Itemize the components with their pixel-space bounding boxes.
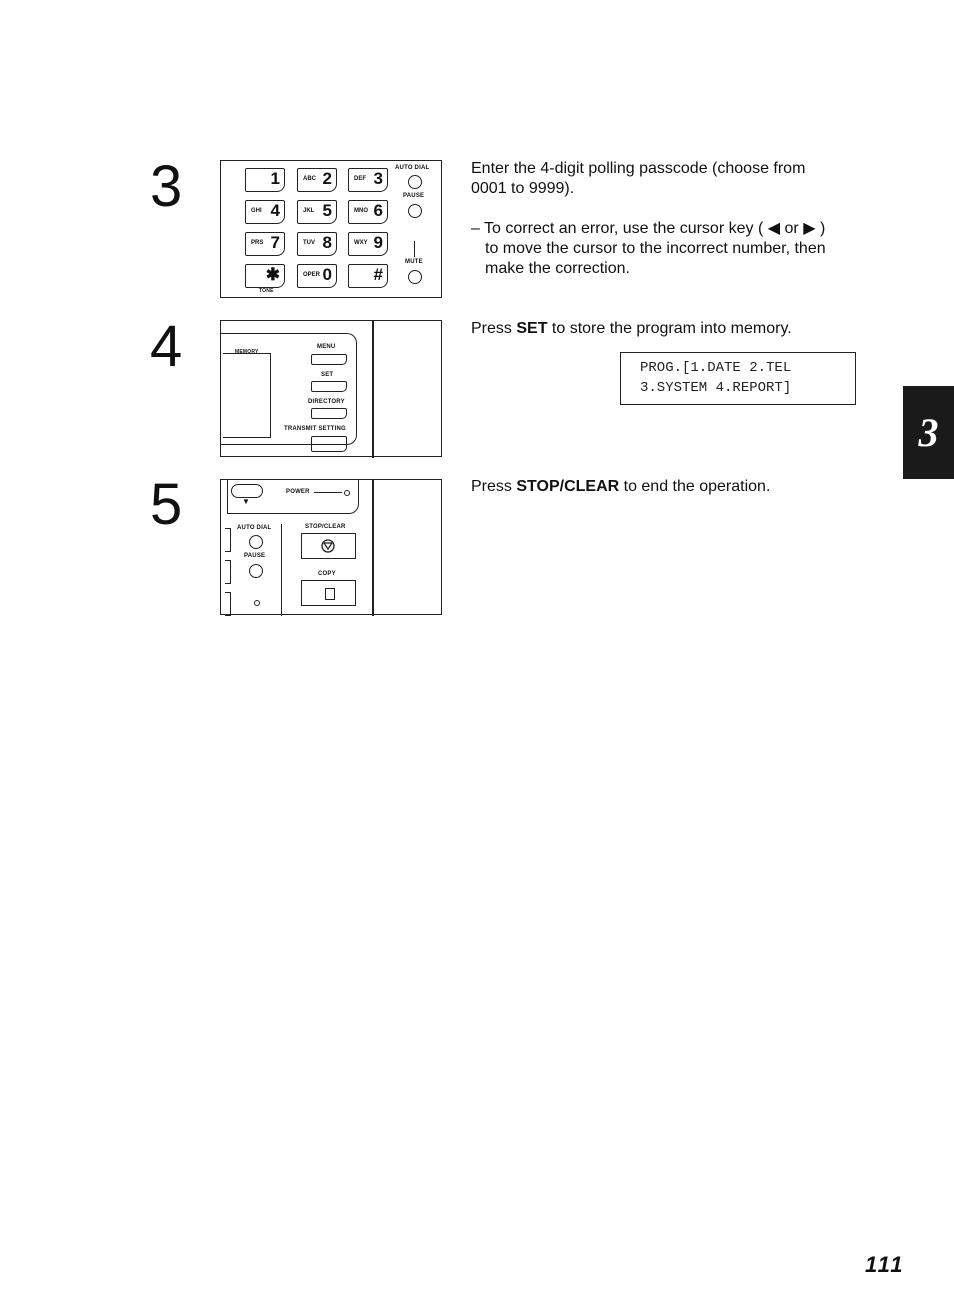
menu-label: MENU (317, 344, 336, 350)
step-3-text-line1: Enter the 4-digit polling passcode (choose from (471, 160, 806, 177)
slot-1-icon (225, 528, 231, 552)
stop-symbol-icon (302, 534, 355, 558)
step-5-instructions (471, 477, 891, 497)
page-number: 111 (865, 1252, 905, 1277)
slot-2-icon (225, 560, 231, 584)
step-3-note-line3: make the correction. (485, 260, 630, 277)
step-3-note (471, 219, 891, 279)
power-label: POWER (286, 489, 310, 495)
copy-button-icon (301, 580, 356, 606)
auto-dial-button-icon (249, 535, 263, 549)
step-4-text-bold: SET (516, 320, 548, 337)
step-5-number: 5 (150, 472, 183, 537)
keypad-illustration (220, 160, 442, 298)
keypad-key-digit: 1 (270, 169, 280, 188)
keypad-key (348, 168, 388, 192)
keypad-key-digit: ✱ (265, 265, 280, 284)
power-line (314, 492, 342, 493)
mute-button-icon (408, 270, 422, 284)
copy-symbol-icon (325, 588, 335, 600)
keypad-key-digit: 5 (322, 201, 332, 220)
keypad-key (245, 200, 285, 224)
memory-label: MEMORY (235, 349, 259, 355)
step-4-text-post: to store the program into memory. (547, 320, 792, 337)
slot-3-icon (225, 592, 231, 616)
step-5-text-post: to end the operation. (619, 478, 771, 495)
step-4-instructions (471, 319, 891, 339)
keypad-key-letters: OPER (303, 272, 321, 278)
step-3-number: 3 (150, 154, 183, 219)
note-or: or (784, 220, 799, 237)
keypad-key-digit: # (373, 265, 383, 284)
auto-dial-label: AUTO DIAL (237, 525, 272, 531)
stop-clear-button-icon (301, 533, 356, 559)
keypad-key (297, 232, 337, 256)
transmit-setting-button-icon (311, 436, 347, 452)
keypad-key-letters: GHI (251, 208, 262, 214)
chapter-tab (903, 386, 954, 479)
keypad-key (297, 200, 337, 224)
step-4-number: 4 (150, 314, 183, 379)
pause-label: PAUSE (244, 553, 266, 559)
cursor-right-icon: ▶ (803, 220, 816, 237)
down-arrow-icon: ▼ (242, 497, 250, 506)
panel-separator (281, 524, 282, 616)
keypad-key (245, 168, 285, 192)
keypad-key (297, 168, 337, 192)
display-line1: PROG.[1.DATE 2.TEL (640, 360, 792, 376)
keypad-key-letters: JKL (303, 208, 315, 214)
pause-button-icon (408, 204, 422, 218)
keypad-key-digit: 0 (322, 265, 332, 284)
keypad-key (348, 200, 388, 224)
keypad-key-letters: PRS (251, 240, 264, 246)
directory-button-icon (311, 408, 347, 419)
transmit-setting-label: TRANSMIT SETTING (284, 426, 346, 432)
mode-button-icon (231, 484, 263, 498)
step-4-text-pre: Press (471, 320, 517, 337)
keypad-key-digit: 4 (270, 201, 280, 220)
indicator-light-icon (254, 600, 260, 606)
menu-button-icon (311, 354, 347, 365)
keypad-key-digit: 2 (322, 169, 332, 188)
keypad-key (245, 232, 285, 256)
keypad-key-digit: 3 (373, 169, 383, 188)
keypad-key-digit: 7 (270, 233, 280, 252)
keypad-key (348, 264, 388, 288)
auto-dial-button-icon (408, 175, 422, 189)
cursor-left-icon: ◀ (767, 220, 781, 237)
lcd-display (620, 352, 856, 405)
step-3-text-line2: 0001 to 9999). (471, 180, 575, 197)
step-3-note-line2: to move the cursor to the incorrect number, then (485, 240, 826, 257)
keypad-key-letters: DEF (354, 176, 366, 182)
keypad-key-letters: WXY (354, 240, 368, 246)
panel-divider (372, 480, 374, 616)
pause-label: PAUSE (403, 193, 425, 199)
step-5-text-pre: Press (471, 478, 517, 495)
menu-panel-illustration (220, 320, 442, 457)
tone-label: TONE (259, 288, 274, 294)
stop-clear-label: STOP/CLEAR (305, 524, 346, 530)
set-button-icon (311, 381, 347, 392)
keypad-key-letters: TUV (303, 240, 315, 246)
chapter-tab-label: 3 (918, 410, 939, 455)
mute-indicator-icon (414, 241, 415, 257)
keypad-key-letters: MNO (354, 208, 368, 214)
copy-label: COPY (318, 571, 336, 577)
display-line2: 3.SYSTEM 4.REPORT] (640, 380, 792, 396)
note-suffix: ) (819, 220, 826, 237)
keypad-key-letters: ABC (303, 176, 316, 182)
mute-label: MUTE (405, 259, 423, 265)
directory-label: DIRECTORY (308, 399, 345, 405)
step-3-note-line1 (471, 219, 891, 239)
step-5-text-bold: STOP/CLEAR (516, 478, 620, 495)
keypad-key (348, 232, 388, 256)
set-label: SET (321, 372, 334, 378)
keypad-key (245, 264, 285, 288)
keypad-key (297, 264, 337, 288)
panel-divider (372, 321, 374, 458)
lcd-window-icon (223, 353, 271, 438)
step-3-instructions (471, 159, 891, 199)
keypad-key-digit: 8 (322, 233, 332, 252)
note-prefix: – To correct an error, use the cursor key ( (471, 220, 764, 237)
power-indicator-icon (344, 490, 350, 496)
keypad-key-digit: 9 (373, 233, 383, 252)
keypad-key-digit: 6 (373, 201, 383, 220)
pause-button-icon (249, 564, 263, 578)
auto-dial-label: AUTO DIAL (395, 165, 430, 171)
stop-panel-illustration (220, 479, 442, 615)
